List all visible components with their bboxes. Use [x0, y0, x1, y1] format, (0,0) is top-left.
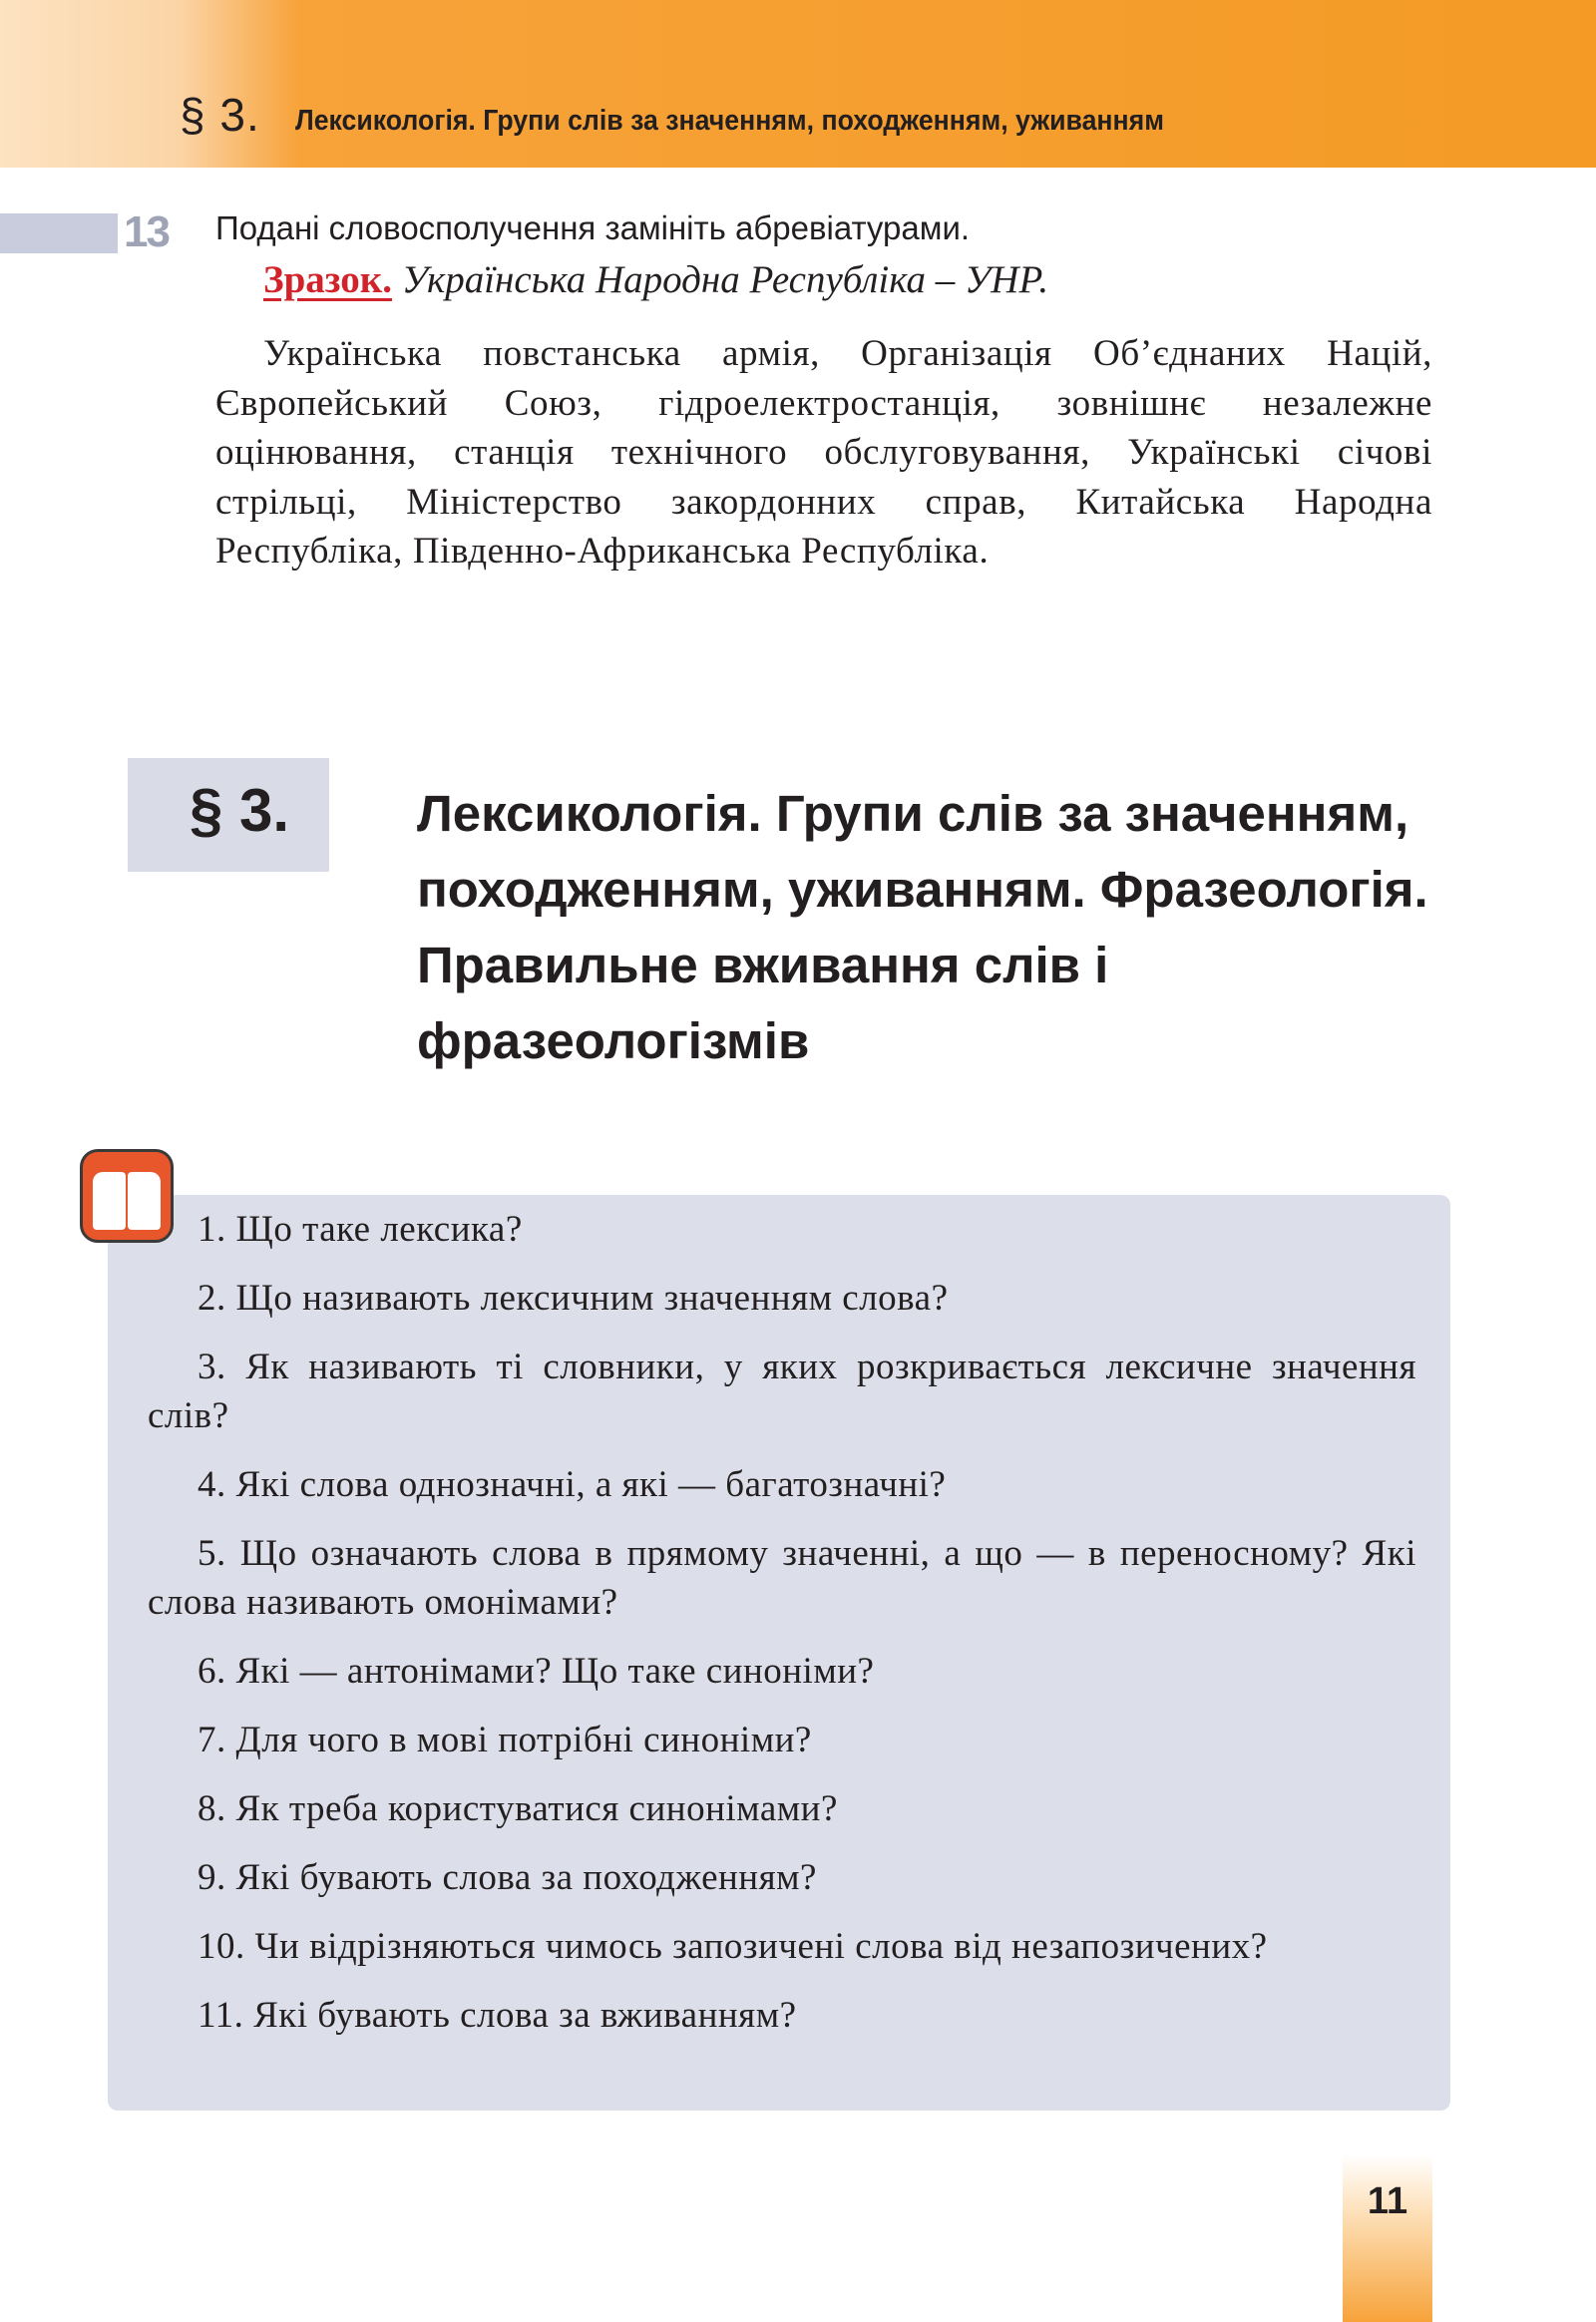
questions-list: [148, 1205, 1416, 2060]
question-item: 11. Які бувають слова за вживанням?: [198, 1995, 797, 2036]
section-title: Лексикологія. Групи слів за значенням, походженням, уживанням. Фразеологія. Правильне вживання слів і фразеологізмів: [417, 785, 1428, 1069]
question-item: 8. Як треба користуватися синонімами?: [198, 1788, 838, 1829]
question-item: 3. Як називають ті словники, у яких розкривається лексичне значення слів?: [148, 1347, 1416, 1436]
exercise-marker-bar: [0, 213, 118, 253]
question-item: 1. Що таке лексика?: [198, 1209, 523, 1250]
sample-label: Зразок.: [263, 258, 392, 301]
exercise-number: 13: [124, 207, 169, 256]
exercise-instruction: Подані словосполучення замініть абревіатурами.: [215, 209, 971, 246]
exercise-sample: [263, 257, 1048, 302]
question-item: 5. Що означають слова в прямому значенні, а що — в переносному? Які слова називають омонімами?: [148, 1533, 1416, 1623]
section-number: § 3.: [190, 777, 290, 844]
question-item: 10. Чи відрізняються чимось запозичені слова від незапозичених?: [198, 1926, 1268, 1967]
question-item: 7. Для чого в мові потрібні синоніми?: [198, 1720, 812, 1760]
sample-text: Українська Народна Республіка – УНР.: [401, 258, 1049, 301]
question-item: 6. Які — антонімами? Що таке синоніми?: [198, 1651, 875, 1692]
question-item: 9. Які бувають слова за походженням?: [198, 1857, 817, 1898]
running-header: [0, 0, 1596, 168]
header-section-number: § 3.: [180, 89, 260, 141]
question-item: 2. Що називають лексичним значенням слова?: [198, 1278, 949, 1319]
question-item: 4. Які слова однозначні, а які — багатозначні?: [198, 1464, 947, 1505]
section-number-box: [128, 758, 329, 872]
page-number: 11: [1367, 2180, 1408, 2222]
header-section-title: Лексикологія. Групи слів за значенням, походженням, уживанням: [295, 105, 1164, 137]
exercise-body: Українська повстанська армія, Організація Об’єднаних Націй, Європейський Союз, гідроелектростанція, зовнішнє незалежне оцінювання, станція технічного обслуговування, Українські січові стрільці, Міністерство закордонних справ, Китайська Народна Республіка, Південно-Африканська Республіка.: [215, 333, 1432, 572]
